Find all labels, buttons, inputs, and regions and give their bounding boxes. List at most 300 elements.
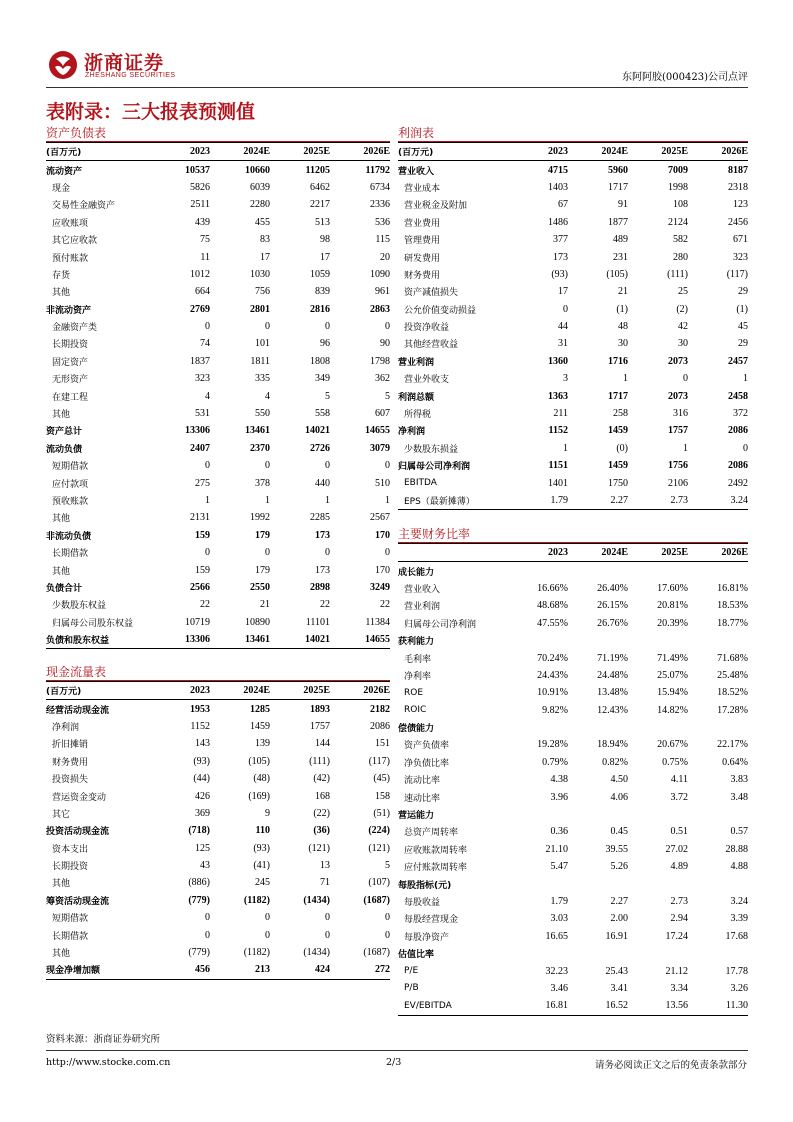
value-cell: (2) [676,303,688,315]
row-label: 公允价值变动损益 [404,305,477,316]
table-row [398,754,748,771]
row-label: 获利能力 [398,637,435,648]
header-year-cell: 2023 [154,143,210,161]
value-cell: 1811 [250,355,270,367]
table-row [46,405,390,422]
value-cell: 280 [673,251,688,263]
value-cell [510,719,568,736]
table-row [46,387,390,404]
value-cell: 0 [265,547,270,559]
value-cell: 1030 [250,268,270,280]
value-cell: 1877 [608,216,628,228]
value-cell: 0 [265,912,270,924]
value-cell: 12.43% [597,704,628,716]
row-label: 归属母公司股东权益 [52,618,134,629]
value-cell: 2124 [668,216,688,228]
value-cell: 0 [683,373,688,385]
table-row [46,179,390,196]
row-label: 存货 [52,270,71,281]
row-label: 流动比率 [404,776,441,787]
value-cell [510,632,568,649]
row-label: 非流动负债 [46,531,92,542]
value-cell: 98 [320,234,330,246]
value-cell: 15.94% [657,687,688,699]
table-row [398,719,748,736]
value-cell: 16.66% [537,582,568,594]
table-row [46,544,390,561]
value-cell: 3.72 [670,791,688,803]
value-cell: 1 [265,495,270,506]
value-cell: 1998 [668,181,688,193]
value-cell: 513 [315,216,330,228]
value-cell: 2566 [190,581,210,593]
value-cell: 3.48 [730,791,748,803]
value-cell: 0 [325,321,330,333]
value-cell: 19.28% [537,739,568,751]
value-cell: (117) [368,755,390,767]
row-label: 净利润 [52,722,80,733]
value-cell: 2407 [190,442,210,454]
table-row [46,422,390,439]
table-row [398,231,748,248]
value-cell: 1360 [548,355,568,367]
value-cell: 1.79 [550,896,568,907]
header-year-cell: 2024E [568,143,628,161]
row-label: 现金 [52,183,71,194]
ratios-title: 主要财务比率 [398,525,748,543]
value-cell: 0 [385,547,390,559]
table-row [46,301,390,318]
value-cell: 2.00 [610,913,628,925]
value-cell: 1012 [190,268,210,280]
value-cell: 2318 [728,181,748,193]
value-cell: 2073 [668,355,688,367]
table-row [398,457,748,474]
table-row [398,945,748,962]
value-cell: 3079 [370,442,390,454]
value-cell: 1090 [370,268,390,280]
row-label: 财务费用 [404,270,441,281]
value-cell: 1 [683,442,688,454]
header-year-cell: 2026E [330,682,390,700]
value-cell: 17 [260,251,270,263]
row-label: 长期借款 [52,931,89,942]
value-cell: 26.76% [597,617,628,629]
value-cell: 32.23 [545,965,568,977]
value-cell: 0 [385,321,390,333]
value-cell: 1717 [608,390,628,402]
table-row [46,944,390,961]
row-label: 财务费用 [52,757,89,768]
page-header [46,46,748,86]
value-cell: 1750 [608,477,628,489]
value-cell: 213 [210,961,270,979]
value-cell: 0 [385,912,390,924]
value-cell: 0 [385,460,390,472]
table-row [46,561,390,578]
row-label: 短期借款 [52,462,89,473]
header-year-cell: 2024E [210,682,270,700]
value-cell: 0.45 [610,826,628,838]
table-row [46,370,390,387]
value-cell: 14021 [270,631,330,649]
row-label: P/B [404,983,419,994]
value-cell: 125 [195,842,210,854]
row-label: 投资净收益 [404,323,450,334]
row-label: 其它应收款 [52,236,98,247]
value-cell: 671 [733,234,748,246]
value-cell: 2086 [370,720,390,732]
value-cell: 756 [255,286,270,298]
table-row [46,318,390,335]
value-cell: 1 [385,495,390,506]
value-cell: 0 [325,912,330,924]
balance-sheet-title: 资产负债表 [46,124,390,142]
table-row [398,684,748,701]
value-cell: 5 [385,860,390,872]
value-cell: 10719 [185,616,210,628]
value-cell: 3.83 [730,774,748,786]
value-cell: 558 [315,408,330,420]
table-row [46,440,390,457]
table-row [398,353,748,370]
table-row [398,997,748,1015]
table-row [46,596,390,613]
footer-url: http://www.stocke.com.cn [46,1057,171,1068]
value-cell: (105) [606,268,628,280]
value-cell: 123 [733,199,748,211]
value-cell [568,562,628,580]
value-cell: (93) [193,755,210,767]
table-row [398,910,748,927]
row-label: 毛利率 [404,654,432,665]
value-cell: 2086 [728,425,748,437]
value-cell: 550 [255,408,270,420]
value-cell: 6462 [310,181,330,193]
row-label: EV/EBITDA [398,997,510,1015]
value-cell: 168 [315,790,330,802]
value-cell: (886) [188,877,210,889]
value-cell: 0 [205,547,210,559]
value-cell: (779) [188,894,210,906]
value-cell: 115 [375,234,390,246]
value-cell: 21.12 [665,965,688,977]
value-cell: 108 [673,199,688,211]
table-row [398,283,748,300]
value-cell: (107) [368,877,390,889]
value-cell [688,562,748,580]
header-year-cell: 2024E [568,544,628,562]
row-label: 少数股东权益 [52,601,107,612]
value-cell: 17 [558,286,568,298]
row-label: 营业税金及附加 [404,201,468,212]
row-label: EBITDA [404,478,437,489]
value-cell: 1 [325,495,330,506]
value-cell: 74 [200,338,210,350]
row-label: 营业成本 [404,183,441,194]
value-cell [568,806,628,823]
value-cell: 0 [385,929,390,941]
value-cell: 0 [743,442,748,454]
table-row [46,196,390,213]
row-label: 速动比率 [404,793,441,804]
row-label: 净负债比率 [404,758,450,769]
row-label: 其他经营收益 [404,340,459,351]
value-cell: 335 [255,373,270,385]
value-cell [628,806,688,823]
value-cell: 489 [613,234,628,246]
value-cell: 11205 [305,164,330,176]
value-cell: 44 [558,321,568,333]
value-cell: 510 [375,477,390,489]
row-label: 所得税 [404,410,432,421]
row-label: 长期投资 [52,340,89,351]
value-cell: 5 [385,390,390,402]
value-cell: 2217 [310,199,330,211]
table-row [398,266,748,283]
value-cell: 17.68 [725,930,748,942]
row-label: 归属母公司净利润 [398,462,471,473]
value-cell: 0 [205,460,210,472]
value-cell: 24.48% [597,669,628,681]
value-cell: 1717 [608,181,628,193]
value-cell: 151 [375,738,390,750]
value-cell: 13461 [210,631,270,649]
value-cell: 96 [320,338,330,350]
value-cell: 1893 [310,703,330,715]
logo-mark-icon [48,50,78,80]
value-cell: 16.65 [545,930,568,942]
table-row [398,196,748,213]
value-cell: 4 [205,390,210,402]
value-cell: (93) [253,842,270,854]
value-cell: (22) [313,807,330,819]
value-cell: 13306 [185,425,210,437]
table-row [46,527,390,544]
logo-text-cn: 浙商证券 [84,52,165,74]
income-statement-title: 利润表 [398,124,748,142]
row-label: 其他 [52,949,71,960]
value-cell: 839 [315,286,330,298]
value-cell: 582 [673,234,688,246]
table-row [46,248,390,265]
value-cell: 17.24 [665,930,688,942]
value-cell: 440 [315,477,330,489]
table-row [398,248,748,265]
value-cell: 18.94% [597,739,628,751]
value-cell: 3.39 [730,913,748,925]
value-cell: 173 [315,564,330,576]
value-cell: 14021 [305,425,330,437]
income-statement-table [398,142,748,510]
value-cell: 369 [195,807,210,819]
table-row [398,649,748,666]
value-cell: 3.41 [610,982,628,994]
value-cell [688,945,748,962]
value-cell: 1152 [190,720,210,732]
value-cell: 170 [375,564,390,576]
value-cell: 1756 [668,460,688,472]
value-cell: 11101 [305,616,330,628]
disclaimer-note: 请务必阅读正文之后的免责条款部分 [594,1060,747,1071]
value-cell: 362 [375,373,390,385]
value-cell: 13306 [154,631,210,649]
value-cell: 2898 [310,581,330,593]
value-cell: 536 [375,216,390,228]
value-cell: 1285 [250,703,270,715]
value-cell [628,945,688,962]
value-cell: (1687) [363,894,390,906]
value-cell: 30 [678,338,688,350]
value-cell: 1837 [190,355,210,367]
value-cell: 4715 [548,164,568,176]
row-label: 非流动资产 [46,305,92,316]
row-label: 其他 [52,410,71,421]
value-cell: 10.91% [537,687,568,699]
value-cell: 3.96 [550,791,568,803]
table-row [46,335,390,352]
value-cell: 0.64% [722,756,748,768]
value-cell: 13.56 [628,997,688,1015]
table-row [398,632,748,649]
table-row [46,857,390,874]
row-label: 应收账项 [52,218,89,229]
table-header-row [46,682,390,700]
table-row [46,753,390,770]
value-cell: 258 [613,408,628,420]
value-cell: (48) [253,773,270,785]
value-cell: 16.81% [717,582,748,594]
row-label: EPS（最新摊薄） [398,492,510,510]
logo-text-en: ZHESHANG SECURITIES [85,72,176,79]
value-cell: 1798 [370,355,390,367]
row-label: 其它 [52,809,71,820]
table-header-row [46,143,390,161]
table-row [398,370,748,387]
value-cell: 1486 [548,216,568,228]
value-cell: 3 [563,373,568,385]
table-row [46,909,390,926]
value-cell: 2550 [250,581,270,593]
value-cell: 21 [618,286,628,298]
row-label: 资本支出 [52,844,89,855]
value-cell: 3249 [370,581,390,593]
row-label: 营运资金变动 [52,792,107,803]
value-cell: 1 [623,373,628,385]
row-label: 长期投资 [52,862,89,873]
row-label: 其他 [52,514,71,525]
value-cell: 424 [270,961,330,979]
table-row [398,962,748,979]
value-cell: 0 [205,321,210,333]
table-row [398,179,748,196]
value-cell: 10890 [245,616,270,628]
value-cell: (41) [253,860,270,872]
value-cell: 17.28% [717,704,748,716]
source-note: 资料来源：浙商证券研究所 [46,1034,161,1045]
company-logo [46,46,206,86]
value-cell: 71.49% [657,652,688,664]
value-cell: 42 [678,321,688,333]
row-label: 预收账款 [52,497,89,507]
value-cell: 143 [195,738,210,750]
value-cell: (105) [248,755,270,767]
value-cell: (224) [368,825,390,837]
value-cell: 2511 [190,199,210,211]
value-cell: 1757 [310,720,330,732]
value-cell: 2567 [370,512,390,524]
value-cell: 25.43 [605,965,628,977]
table-row [46,787,390,804]
value-cell: 43 [200,860,210,872]
value-cell: 2456 [728,216,748,228]
value-cell: 3.26 [730,982,748,994]
row-label: 应收账款周转率 [404,845,468,856]
value-cell: 22 [200,599,210,611]
row-label: 经营活动现金流 [46,705,110,716]
value-cell: 378 [255,477,270,489]
value-cell: 6734 [370,181,390,193]
row-label: 营业收入 [398,166,435,177]
row-label: 利润总额 [398,392,435,403]
value-cell: 75 [200,234,210,246]
row-label: 估值比率 [398,950,435,961]
value-cell: 4.06 [610,791,628,803]
value-cell: 139 [255,738,270,750]
table-row [398,858,748,875]
value-cell: 0.79% [542,756,568,768]
value-cell: (121) [368,842,390,854]
value-cell: 31 [558,338,568,350]
value-cell: 7009 [668,164,688,176]
row-label: 每股收益 [404,898,441,908]
row-label: 长期借款 [52,549,89,560]
header-year-cell: 2025E [270,143,330,161]
value-cell: 45 [738,321,748,333]
value-cell: 2863 [370,303,390,315]
row-label: ROE [404,687,424,698]
header-year-cell: 2023 [510,143,568,161]
value-cell: 67 [558,199,568,211]
value-cell: 17 [320,251,330,263]
value-cell: 25 [678,286,688,298]
value-cell: 25.07% [657,669,688,681]
value-cell: 2769 [190,303,210,315]
row-label: 折旧摊销 [52,740,89,751]
value-cell: 11792 [365,164,390,176]
value-cell: 25.48% [717,669,748,681]
value-cell: (93) [551,268,568,280]
value-cell: 1459 [250,720,270,732]
value-cell: 16.52 [568,997,628,1015]
value-cell: 455 [255,216,270,228]
value-cell: 71.19% [597,652,628,664]
value-cell: 17.60% [657,582,688,594]
table-row [46,474,390,491]
row-label: 资产减值损失 [404,288,459,299]
row-label: 其他 [52,879,71,890]
value-cell: 0 [325,929,330,941]
value-cell [568,945,628,962]
value-cell: (718) [188,825,210,837]
value-cell: 1 [205,495,210,506]
row-label: 总资产周转率 [404,828,459,839]
value-cell: (44) [193,773,210,785]
table-row [46,840,390,857]
value-cell: 2.27 [568,492,628,510]
table-row [46,805,390,822]
table-row [46,457,390,474]
